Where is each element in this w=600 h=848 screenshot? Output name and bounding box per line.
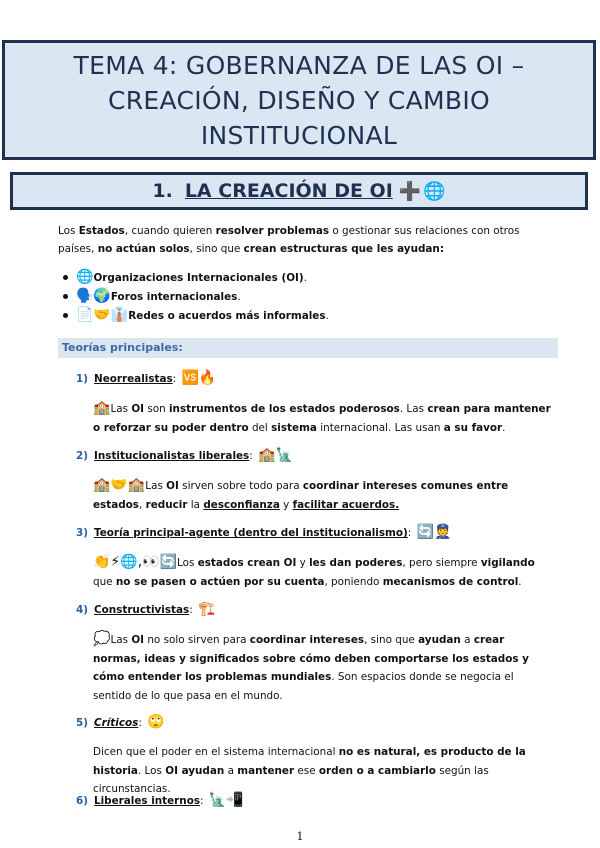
clap-globe-eyes-icon: 👏⚡🌐,👀🔄 (93, 554, 178, 570)
globe-icon: 🌐 (423, 180, 446, 202)
section-number: 1. (152, 180, 173, 202)
section-title: LA CREACIÓN DE OI (184, 180, 393, 202)
thought-bubble-icon: 💭 (93, 631, 111, 647)
section-heading-box (10, 172, 588, 210)
theory-description-3: 👏⚡🌐,👀🔄Los estados crean OI y les dan poderes, pero siempre vigilando que no se pasen o actúen por su cuenta, poniendo mecanismos de control. (93, 554, 535, 588)
globe-icon: 🌐 (76, 269, 94, 285)
section-heading (152, 180, 445, 202)
document-title-box (2, 40, 596, 160)
list-item: 🗣️🌍Foros internacionales. (76, 287, 329, 306)
school-handshake-icon: 🏫🤝🏫 (93, 477, 146, 493)
school-icon: 🏫 (93, 400, 111, 416)
theory-heading-6: 6) Liberales internos: 🗽📲 (76, 792, 244, 808)
intro-paragraph: Los Estados, cuando quieren resolver problemas o gestionar sus relaciones con otros países, no actúan solos, sino que crean estructuras que les ayudan: (58, 225, 520, 255)
liberty-phone-icon: 🗽📲 (208, 792, 244, 808)
plus-icon: ➕ (398, 180, 422, 202)
school-liberty-icon: 🏫🗽 (258, 447, 293, 463)
speaking-globe-icon: 🗣️🌍 (76, 288, 111, 304)
document-title-line-3: INSTITUCIONAL (200, 120, 398, 150)
page-number: 1 (296, 830, 304, 843)
theory-description-4: 💭Las OI no solo sirven para coordinar intereses, sino que ayudan a crear normas, ideas y significados sobre cómo deben comportarse los estados y cómo entender los problemas mundiales. Son espacios donde se negocia el sentido de lo que pasa en el mundo. (93, 631, 529, 702)
eye-roll-icon: 🙄 (147, 714, 165, 730)
document-handshake-icon: 📄🤝👔 (76, 307, 129, 323)
theory-heading-3: 3) Teoría principal-agente (dentro del institucionalismo): 🔄👮 (76, 524, 452, 540)
list-item: 📄🤝👔Redes o acuerdos más informales. (76, 307, 329, 323)
theory-heading-5: 5) Críticos: 🙄 (76, 714, 165, 730)
theory-description-2: 🏫🤝🏫Las OI sirven sobre todo para coordinar intereses comunes entre estados, reducir la desconfianza y facilitar acuerdos. (93, 477, 509, 511)
construction-icon: 🏗️ (198, 601, 216, 617)
cycle-officer-icon: 🔄👮 (416, 524, 452, 540)
versus-fire-icon: 🆚🔥 (181, 370, 217, 386)
theory-description-1: 🏫Las OI son instrumentos de los estados poderosos. Las crean para mantener o reforzar su poder dentro del sistema internacional. Las usan a su favor. (93, 400, 551, 434)
theory-description-5: Dicen que el poder en el sistema internacional no es natural, es producto de la historia. Los OI ayudan a mantener ese orden o a cambiarlo según las circunstancias. (93, 746, 526, 795)
theory-heading-2: 2) Institucionalistas liberales: 🏫🗽 (76, 447, 293, 463)
theory-heading-1: 1) Neorrealistas: 🆚🔥 (76, 370, 217, 386)
theories-heading: Teorías principales: (58, 338, 558, 358)
document-title-line-1: TEMA 4: GOBERNANZA DE LAS OI – (73, 50, 525, 80)
structures-list (76, 268, 329, 325)
document-title-line-2: CREACIÓN, DISEÑO Y CAMBIO (107, 85, 491, 115)
list-item: 🌐Organizaciones Internacionales (OI). (76, 268, 329, 287)
theory-heading-4: 4) Constructivistas: 🏗️ (76, 601, 216, 617)
